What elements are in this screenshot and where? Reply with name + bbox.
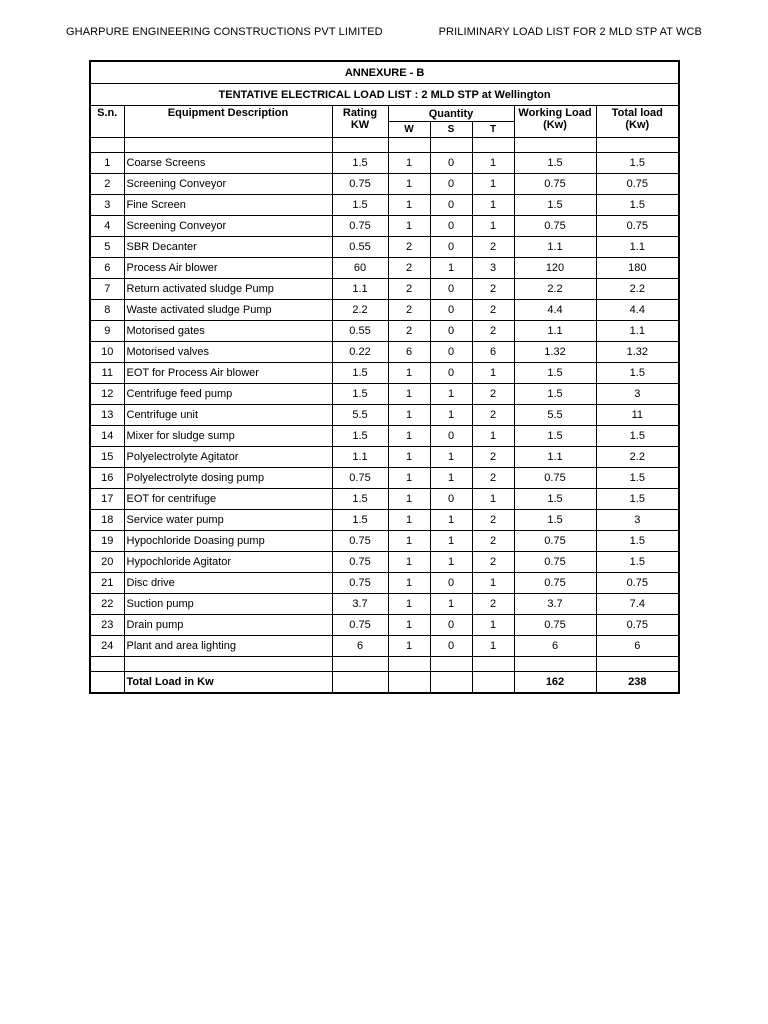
row-rating: 3.7 bbox=[332, 594, 388, 615]
row-qty-t: 1 bbox=[472, 153, 514, 174]
working-line2: (Kw) bbox=[543, 119, 567, 131]
row-sn: 12 bbox=[90, 384, 124, 405]
row-qty-s: 1 bbox=[430, 510, 472, 531]
row-sn: 13 bbox=[90, 405, 124, 426]
total-qty-s bbox=[430, 672, 472, 694]
row-total-load: 0.75 bbox=[596, 573, 679, 594]
table-title: TENTATIVE ELECTRICAL LOAD LIST : 2 MLD STP at Wellington bbox=[90, 84, 679, 106]
row-qty-t: 2 bbox=[472, 468, 514, 489]
row-qty-s: 1 bbox=[430, 468, 472, 489]
row-sn: 22 bbox=[90, 594, 124, 615]
row-qty-t: 1 bbox=[472, 636, 514, 657]
row-description: Drain pump bbox=[124, 615, 332, 636]
row-qty-s: 0 bbox=[430, 279, 472, 300]
table-row bbox=[90, 573, 679, 594]
row-working-load: 1.5 bbox=[514, 363, 596, 384]
row-total-load: 2.2 bbox=[596, 279, 679, 300]
table-row bbox=[90, 405, 679, 426]
row-qty-w: 1 bbox=[388, 594, 430, 615]
row-qty-t: 2 bbox=[472, 384, 514, 405]
row-working-load: 5.5 bbox=[514, 405, 596, 426]
row-qty-t: 1 bbox=[472, 363, 514, 384]
table-row bbox=[90, 636, 679, 657]
table-row bbox=[90, 426, 679, 447]
row-total-load: 1.5 bbox=[596, 489, 679, 510]
table-row bbox=[90, 300, 679, 321]
row-total-load: 1.5 bbox=[596, 153, 679, 174]
row-total-load: 1.5 bbox=[596, 531, 679, 552]
row-qty-s: 0 bbox=[430, 321, 472, 342]
row-qty-s: 1 bbox=[430, 594, 472, 615]
row-rating: 1.5 bbox=[332, 363, 388, 384]
table-row bbox=[90, 342, 679, 363]
row-sn: 23 bbox=[90, 615, 124, 636]
row-description: Process Air blower bbox=[124, 258, 332, 279]
row-qty-t: 2 bbox=[472, 531, 514, 552]
row-qty-t: 6 bbox=[472, 342, 514, 363]
row-qty-s: 1 bbox=[430, 531, 472, 552]
row-description: Centrifuge unit bbox=[124, 405, 332, 426]
col-header-total-load bbox=[596, 106, 679, 138]
table-row bbox=[90, 321, 679, 342]
table-row bbox=[90, 384, 679, 405]
row-total-load: 4.4 bbox=[596, 300, 679, 321]
row-working-load: 1.1 bbox=[514, 321, 596, 342]
annexure-row bbox=[90, 61, 679, 84]
table-row bbox=[90, 594, 679, 615]
row-working-load: 0.75 bbox=[514, 573, 596, 594]
row-working-load: 4.4 bbox=[514, 300, 596, 321]
row-qty-t: 2 bbox=[472, 237, 514, 258]
row-description: Polyelectrolyte Agitator bbox=[124, 447, 332, 468]
row-description: SBR Decanter bbox=[124, 237, 332, 258]
row-working-load: 1.5 bbox=[514, 489, 596, 510]
row-sn: 20 bbox=[90, 552, 124, 573]
table-row bbox=[90, 363, 679, 384]
row-working-load: 1.1 bbox=[514, 447, 596, 468]
row-qty-s: 0 bbox=[430, 636, 472, 657]
row-description: Service water pump bbox=[124, 510, 332, 531]
row-total-load: 1.1 bbox=[596, 321, 679, 342]
row-sn: 5 bbox=[90, 237, 124, 258]
table-row bbox=[90, 510, 679, 531]
row-description: EOT for centrifuge bbox=[124, 489, 332, 510]
row-qty-s: 0 bbox=[430, 342, 472, 363]
row-working-load: 0.75 bbox=[514, 615, 596, 636]
row-sn: 9 bbox=[90, 321, 124, 342]
row-qty-w: 1 bbox=[388, 636, 430, 657]
row-total-load: 3 bbox=[596, 384, 679, 405]
row-description: Motorised valves bbox=[124, 342, 332, 363]
table-row bbox=[90, 216, 679, 237]
row-qty-w: 1 bbox=[388, 405, 430, 426]
row-total-load: 0.75 bbox=[596, 615, 679, 636]
document-title: PRILIMINARY LOAD LIST FOR 2 MLD STP AT WCB bbox=[438, 26, 702, 38]
table-row bbox=[90, 552, 679, 573]
row-rating: 60 bbox=[332, 258, 388, 279]
row-rating: 0.75 bbox=[332, 552, 388, 573]
row-rating: 0.75 bbox=[332, 468, 388, 489]
row-qty-s: 1 bbox=[430, 258, 472, 279]
row-qty-t: 1 bbox=[472, 216, 514, 237]
row-qty-w: 6 bbox=[388, 342, 430, 363]
table-row bbox=[90, 468, 679, 489]
row-qty-s: 0 bbox=[430, 426, 472, 447]
row-total-load: 6 bbox=[596, 636, 679, 657]
row-qty-w: 1 bbox=[388, 174, 430, 195]
row-qty-s: 0 bbox=[430, 237, 472, 258]
row-working-load: 0.75 bbox=[514, 468, 596, 489]
row-qty-w: 2 bbox=[388, 258, 430, 279]
row-description: Centrifuge feed pump bbox=[124, 384, 332, 405]
row-qty-t: 2 bbox=[472, 405, 514, 426]
row-qty-w: 1 bbox=[388, 447, 430, 468]
row-qty-t: 3 bbox=[472, 258, 514, 279]
row-qty-s: 0 bbox=[430, 573, 472, 594]
row-working-load: 120 bbox=[514, 258, 596, 279]
row-sn: 18 bbox=[90, 510, 124, 531]
row-sn: 17 bbox=[90, 489, 124, 510]
row-total-load: 1.32 bbox=[596, 342, 679, 363]
row-working-load: 1.5 bbox=[514, 195, 596, 216]
row-total-load: 1.5 bbox=[596, 468, 679, 489]
row-rating: 0.75 bbox=[332, 174, 388, 195]
total-qty-w bbox=[388, 672, 430, 694]
col-header-quantity: Quantity bbox=[388, 106, 514, 122]
row-working-load: 0.75 bbox=[514, 216, 596, 237]
row-working-load: 3.7 bbox=[514, 594, 596, 615]
row-rating: 6 bbox=[332, 636, 388, 657]
row-sn: 19 bbox=[90, 531, 124, 552]
total-sn bbox=[90, 672, 124, 694]
row-working-load: 1.1 bbox=[514, 237, 596, 258]
col-header-sn: S.n. bbox=[90, 106, 124, 138]
row-total-load: 7.4 bbox=[596, 594, 679, 615]
row-qty-w: 1 bbox=[388, 153, 430, 174]
total-rating bbox=[332, 672, 388, 694]
table-row bbox=[90, 531, 679, 552]
table-row bbox=[90, 615, 679, 636]
total-label: Total Load in Kw bbox=[124, 672, 332, 694]
row-rating: 5.5 bbox=[332, 405, 388, 426]
row-qty-w: 1 bbox=[388, 531, 430, 552]
row-qty-w: 1 bbox=[388, 552, 430, 573]
rating-line2: KW bbox=[350, 119, 370, 131]
col-header-working-load bbox=[514, 106, 596, 138]
row-description: Fine Screen bbox=[124, 195, 332, 216]
row-qty-w: 1 bbox=[388, 426, 430, 447]
row-total-load: 1.5 bbox=[596, 363, 679, 384]
row-qty-t: 1 bbox=[472, 615, 514, 636]
table-row bbox=[90, 489, 679, 510]
row-description: Mixer for sludge sump bbox=[124, 426, 332, 447]
row-sn: 3 bbox=[90, 195, 124, 216]
row-working-load: 1.5 bbox=[514, 510, 596, 531]
row-rating: 1.5 bbox=[332, 153, 388, 174]
row-rating: 0.55 bbox=[332, 321, 388, 342]
row-working-load: 1.5 bbox=[514, 426, 596, 447]
row-sn: 24 bbox=[90, 636, 124, 657]
working-line1: Working Load bbox=[518, 107, 592, 119]
row-description: Return activated sludge Pump bbox=[124, 279, 332, 300]
table-row bbox=[90, 195, 679, 216]
row-description: Polyelectrolyte dosing pump bbox=[124, 468, 332, 489]
row-qty-t: 2 bbox=[472, 279, 514, 300]
row-total-load: 1.1 bbox=[596, 237, 679, 258]
load-list-sheet bbox=[89, 60, 678, 694]
row-qty-w: 1 bbox=[388, 573, 430, 594]
total-row bbox=[90, 672, 679, 694]
row-qty-t: 1 bbox=[472, 489, 514, 510]
row-sn: 21 bbox=[90, 573, 124, 594]
spacer-row bbox=[90, 138, 679, 153]
row-rating: 1.5 bbox=[332, 510, 388, 531]
row-qty-s: 0 bbox=[430, 300, 472, 321]
row-description: Screening Conveyor bbox=[124, 174, 332, 195]
row-working-load: 1.32 bbox=[514, 342, 596, 363]
table-row bbox=[90, 237, 679, 258]
row-qty-s: 0 bbox=[430, 489, 472, 510]
row-sn: 10 bbox=[90, 342, 124, 363]
row-rating: 1.5 bbox=[332, 489, 388, 510]
row-qty-s: 1 bbox=[430, 447, 472, 468]
row-total-load: 3 bbox=[596, 510, 679, 531]
row-working-load: 2.2 bbox=[514, 279, 596, 300]
row-total-load: 0.75 bbox=[596, 174, 679, 195]
total-total-load: 238 bbox=[596, 672, 679, 694]
row-qty-s: 0 bbox=[430, 216, 472, 237]
row-qty-s: 0 bbox=[430, 153, 472, 174]
col-header-s: S bbox=[430, 122, 472, 138]
row-rating: 0.75 bbox=[332, 615, 388, 636]
row-total-load: 1.5 bbox=[596, 426, 679, 447]
row-rating: 0.75 bbox=[332, 531, 388, 552]
row-qty-w: 1 bbox=[388, 363, 430, 384]
row-qty-s: 1 bbox=[430, 552, 472, 573]
row-qty-w: 1 bbox=[388, 510, 430, 531]
row-sn: 8 bbox=[90, 300, 124, 321]
row-rating: 1.1 bbox=[332, 447, 388, 468]
row-working-load: 6 bbox=[514, 636, 596, 657]
row-qty-w: 2 bbox=[388, 279, 430, 300]
row-working-load: 1.5 bbox=[514, 153, 596, 174]
total-line1: Total load bbox=[611, 107, 663, 119]
row-total-load: 11 bbox=[596, 405, 679, 426]
row-qty-t: 1 bbox=[472, 174, 514, 195]
col-header-t: T bbox=[472, 122, 514, 138]
row-description: Screening Conveyor bbox=[124, 216, 332, 237]
row-qty-t: 2 bbox=[472, 447, 514, 468]
row-total-load: 0.75 bbox=[596, 216, 679, 237]
row-qty-w: 1 bbox=[388, 489, 430, 510]
row-rating: 1.5 bbox=[332, 384, 388, 405]
table-row bbox=[90, 174, 679, 195]
row-qty-s: 0 bbox=[430, 174, 472, 195]
row-qty-s: 0 bbox=[430, 615, 472, 636]
row-description: Plant and area lighting bbox=[124, 636, 332, 657]
row-description: Hypochloride Doasing pump bbox=[124, 531, 332, 552]
row-total-load: 2.2 bbox=[596, 447, 679, 468]
row-sn: 6 bbox=[90, 258, 124, 279]
row-rating: 0.75 bbox=[332, 216, 388, 237]
row-working-load: 0.75 bbox=[514, 531, 596, 552]
row-working-load: 0.75 bbox=[514, 552, 596, 573]
row-sn: 15 bbox=[90, 447, 124, 468]
row-working-load: 0.75 bbox=[514, 174, 596, 195]
row-sn: 14 bbox=[90, 426, 124, 447]
row-description: EOT for Process Air blower bbox=[124, 363, 332, 384]
row-rating: 0.55 bbox=[332, 237, 388, 258]
row-qty-s: 0 bbox=[430, 195, 472, 216]
row-description: Motorised gates bbox=[124, 321, 332, 342]
table-row bbox=[90, 279, 679, 300]
row-description: Waste activated sludge Pump bbox=[124, 300, 332, 321]
row-qty-w: 2 bbox=[388, 300, 430, 321]
row-qty-w: 1 bbox=[388, 615, 430, 636]
row-qty-w: 1 bbox=[388, 468, 430, 489]
row-total-load: 1.5 bbox=[596, 552, 679, 573]
row-description: Disc drive bbox=[124, 573, 332, 594]
column-header-row bbox=[90, 106, 679, 122]
table-row bbox=[90, 258, 679, 279]
row-qty-w: 2 bbox=[388, 237, 430, 258]
row-qty-t: 1 bbox=[472, 573, 514, 594]
table-row bbox=[90, 153, 679, 174]
total-line2: (Kw) bbox=[625, 119, 650, 131]
row-rating: 0.75 bbox=[332, 573, 388, 594]
row-rating: 0.22 bbox=[332, 342, 388, 363]
row-sn: 11 bbox=[90, 363, 124, 384]
row-qty-s: 1 bbox=[430, 405, 472, 426]
row-total-load: 180 bbox=[596, 258, 679, 279]
row-description: Suction pump bbox=[124, 594, 332, 615]
row-qty-s: 1 bbox=[430, 384, 472, 405]
row-qty-w: 1 bbox=[388, 216, 430, 237]
row-rating: 1.1 bbox=[332, 279, 388, 300]
row-qty-w: 2 bbox=[388, 321, 430, 342]
row-qty-t: 2 bbox=[472, 594, 514, 615]
row-qty-w: 1 bbox=[388, 195, 430, 216]
col-header-w: W bbox=[388, 122, 430, 138]
row-qty-s: 0 bbox=[430, 363, 472, 384]
annexure-label: ANNEXURE - B bbox=[90, 61, 679, 84]
row-rating: 2.2 bbox=[332, 300, 388, 321]
row-sn: 7 bbox=[90, 279, 124, 300]
table-title-row bbox=[90, 84, 679, 106]
row-qty-t: 2 bbox=[472, 300, 514, 321]
row-rating: 1.5 bbox=[332, 426, 388, 447]
load-list-table bbox=[89, 60, 680, 694]
row-description: Hypochloride Agitator bbox=[124, 552, 332, 573]
row-rating: 1.5 bbox=[332, 195, 388, 216]
company-name: GHARPURE ENGINEERING CONSTRUCTIONS PVT LIMITED bbox=[66, 26, 383, 38]
row-sn: 16 bbox=[90, 468, 124, 489]
total-qty-t bbox=[472, 672, 514, 694]
row-sn: 1 bbox=[90, 153, 124, 174]
row-qty-t: 1 bbox=[472, 195, 514, 216]
row-sn: 2 bbox=[90, 174, 124, 195]
col-header-rating bbox=[332, 106, 388, 138]
row-qty-t: 2 bbox=[472, 510, 514, 531]
total-working-load: 162 bbox=[514, 672, 596, 694]
table-row bbox=[90, 447, 679, 468]
spacer-row bbox=[90, 657, 679, 672]
row-sn: 4 bbox=[90, 216, 124, 237]
row-working-load: 1.5 bbox=[514, 384, 596, 405]
rating-line1: Rating bbox=[342, 107, 378, 119]
row-qty-t: 2 bbox=[472, 321, 514, 342]
row-total-load: 1.5 bbox=[596, 195, 679, 216]
row-qty-t: 2 bbox=[472, 552, 514, 573]
row-qty-w: 1 bbox=[388, 384, 430, 405]
col-header-description: Equipment Description bbox=[124, 106, 332, 138]
row-description: Coarse Screens bbox=[124, 153, 332, 174]
row-qty-t: 1 bbox=[472, 426, 514, 447]
